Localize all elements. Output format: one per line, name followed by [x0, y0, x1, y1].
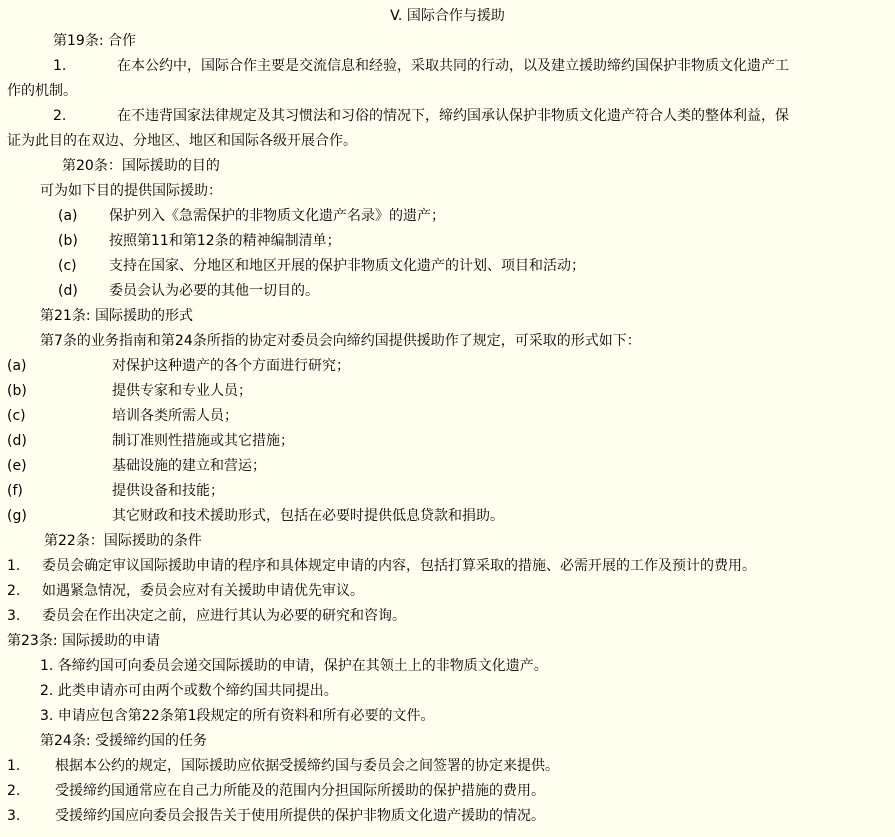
article-20-intro	[0, 179, 895, 204]
item-text: 1. 各缔约国可向委员会递交国际援助的申请，保护在其领土上的非物质文化遗产。	[40, 658, 548, 674]
article-22-heading	[0, 529, 895, 554]
item-text: 提供设备和技能；	[112, 483, 224, 499]
item-text: 委员会确定审议国际援助申请的程序和具体规定申请的内容，包括打算采取的措施、必需开展的工作及预计的费用。	[42, 558, 756, 574]
item-number: (a)	[7, 358, 27, 374]
article-21-intro	[0, 329, 895, 354]
article-20-item-d	[0, 279, 895, 304]
item-number: (e)	[7, 458, 27, 474]
article-21-item-a	[0, 354, 895, 379]
item-number: (d)	[58, 283, 78, 299]
section-title: V. 国际合作与援助	[390, 8, 505, 24]
article-20-item-a	[0, 204, 895, 229]
item-text: 受援缔约国应向委员会报告关于使用所提供的保护非物质文化遗产援助的情况。	[55, 808, 545, 824]
article-24-item-1	[0, 754, 895, 779]
article-22-item-3	[0, 604, 895, 629]
item-text: 2. 此类申请亦可由两个或数个缔约国共同提出。	[40, 683, 338, 699]
item-number: 1.	[7, 558, 21, 574]
item-number: (d)	[7, 433, 27, 449]
item-number: (f)	[7, 483, 23, 499]
article-20-item-b	[0, 229, 895, 254]
item-number: 1.	[7, 758, 21, 774]
item-text-continuation: 证为此目的在双边、分地区、地区和国际各级开展合作。	[7, 133, 357, 149]
article-23-heading	[0, 629, 895, 654]
item-text: 按照第11和第12条的精神编制清单；	[109, 233, 341, 249]
item-number: 1.	[53, 58, 67, 74]
article-heading-text: 第23条: 国际援助的申请	[7, 633, 160, 649]
article-20-heading	[0, 154, 895, 179]
item-text: 其它财政和技术援助形式，包括在必要时提供低息贷款和捐助。	[112, 508, 504, 524]
intro-text: 可为如下目的提供国际援助：	[40, 183, 222, 199]
article-19-item-1	[0, 54, 895, 79]
item-number: 2.	[53, 108, 67, 124]
article-19-item-2-cont	[0, 129, 895, 154]
article-19-heading	[0, 29, 895, 54]
article-19-item-2	[0, 104, 895, 129]
article-21-item-c	[0, 404, 895, 429]
article-20-item-c	[0, 254, 895, 279]
item-number: 3.	[7, 808, 21, 824]
item-text: 培训各类所需人员；	[112, 408, 238, 424]
item-text: 如遇紧急情况，委员会应对有关援助申请优先审议。	[42, 583, 364, 599]
article-21-item-d	[0, 429, 895, 454]
item-number: (a)	[58, 208, 78, 224]
item-text: 基础设施的建立和营运；	[112, 458, 266, 474]
item-text: 提供专家和专业人员；	[112, 383, 252, 399]
article-heading-text: 第24条: 受援缔约国的任务	[40, 733, 207, 749]
article-24-item-3	[0, 804, 895, 829]
item-number: (c)	[58, 258, 77, 274]
item-text: 根据本公约的规定，国际援助应依据受援缔约国与委员会之间签署的协定来提供。	[55, 758, 559, 774]
article-21-item-b	[0, 379, 895, 404]
article-19-item-1-cont	[0, 79, 895, 104]
article-23-item-1	[0, 654, 895, 679]
item-number: 3.	[7, 608, 21, 624]
item-text-continuation: 作的机制。	[7, 83, 77, 99]
article-heading-text: 第20条：国际援助的目的	[62, 158, 220, 174]
article-22-item-1	[0, 554, 895, 579]
item-number: 2.	[7, 583, 21, 599]
article-21-item-g	[0, 504, 895, 529]
article-heading-text: 第19条: 合作	[53, 33, 136, 49]
item-number: (c)	[7, 408, 26, 424]
article-21-item-e	[0, 454, 895, 479]
item-number: 2.	[7, 783, 21, 799]
item-text: 保护列入《急需保护的非物质文化遗产名录》的遗产；	[109, 208, 445, 224]
item-number: (b)	[7, 383, 27, 399]
article-21-item-f	[0, 479, 895, 504]
item-text: 支持在国家、分地区和地区开展的保护非物质文化遗产的计划、项目和活动；	[109, 258, 585, 274]
article-23-item-2	[0, 679, 895, 704]
article-24-item-2	[0, 779, 895, 804]
item-text: 在不违背国家法律规定及其习惯法和习俗的情况下，缔约国承认保护非物质文化遗产符合人类的整体利益，保	[117, 108, 789, 124]
article-23-item-3	[0, 704, 895, 729]
article-21-heading	[0, 304, 895, 329]
article-heading-text: 第22条：国际援助的条件	[44, 533, 202, 549]
article-heading-text: 第21条: 国际援助的形式	[40, 308, 193, 324]
article-22-item-2	[0, 579, 895, 604]
item-text: 对保护这种遗产的各个方面进行研究；	[112, 358, 350, 374]
item-number: (b)	[58, 233, 78, 249]
item-number: (g)	[7, 508, 27, 524]
item-text: 制订准则性措施或其它措施；	[112, 433, 294, 449]
item-text: 委员会认为必要的其他一切目的。	[109, 283, 319, 299]
article-24-heading	[0, 729, 895, 754]
item-text: 在本公约中，国际合作主要是交流信息和经验，采取共同的行动，以及建立援助缔约国保护非物质文化遗产工	[117, 58, 789, 74]
item-text: 受援缔约国通常应在自己力所能及的范围内分担国际所援助的保护措施的费用。	[55, 783, 545, 799]
intro-text: 第7条的业务指南和第24条所指的协定对委员会向缔约国提供援助作了规定，可采取的形式如下：	[40, 333, 641, 349]
item-text: 3. 申请应包含第22条第1段规定的所有资料和所有必要的文件。	[40, 708, 435, 724]
item-text: 委员会在作出决定之前，应进行其认为必要的研究和咨询。	[42, 608, 406, 624]
